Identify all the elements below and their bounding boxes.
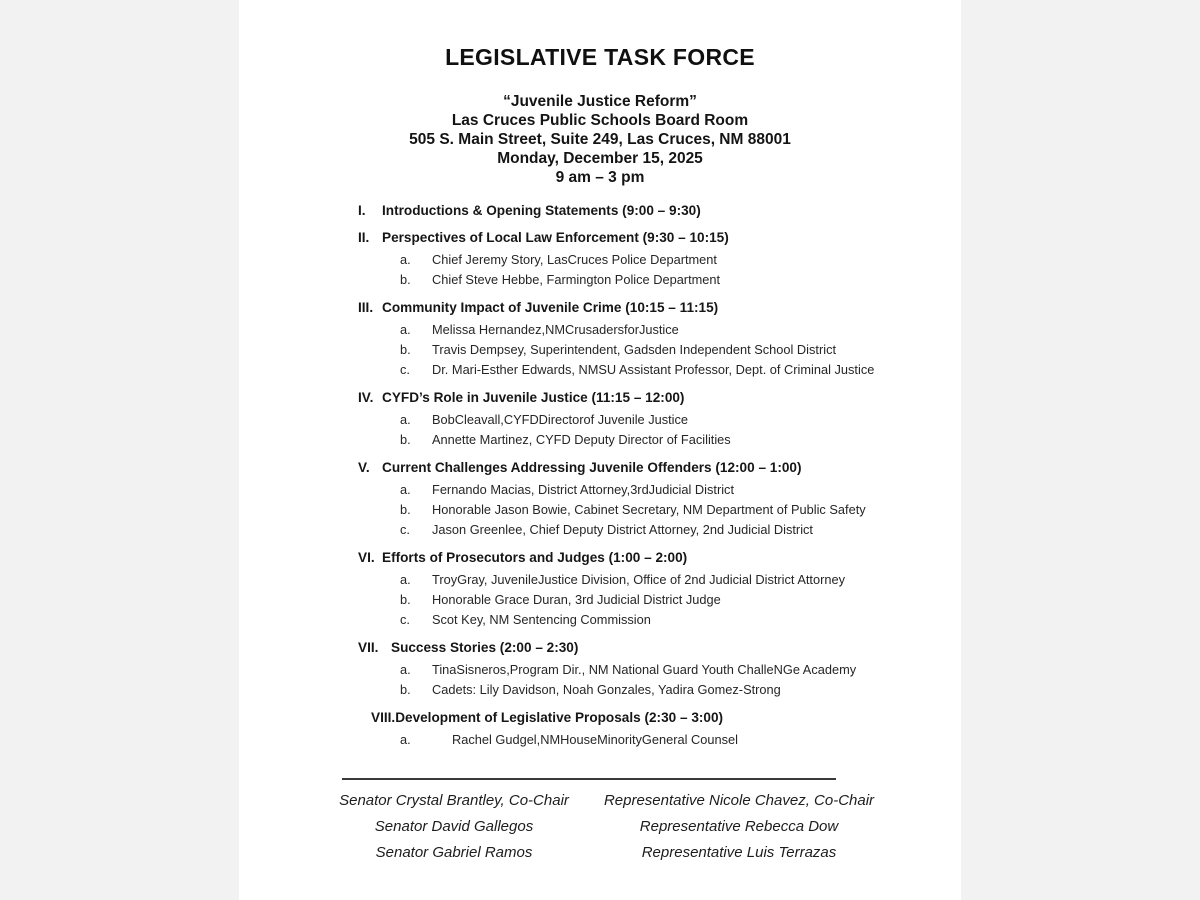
- section-title: Success Stories (2:00 – 2:30): [391, 640, 579, 655]
- chair-name: Representative Luis Terrazas: [641, 844, 837, 861]
- section-heading: [358, 389, 961, 407]
- representatives-column: [579, 788, 899, 866]
- agenda-section-1: [358, 202, 961, 220]
- agenda-list: [358, 202, 961, 750]
- section-title: Perspectives of Local Law Enforcement (9:30 – 10:15): [382, 230, 729, 245]
- item-letter: b.: [400, 432, 411, 447]
- senators-column: [329, 788, 579, 866]
- agenda-item: [400, 360, 961, 380]
- item-text: Honorable Grace Duran, 3rd Judicial District Judge: [432, 592, 721, 607]
- chair-name: Senator Gabriel Ramos: [375, 844, 533, 861]
- item-letter: b.: [400, 272, 411, 287]
- item-text: Chief Steve Hebbe, Farmington Police Department: [432, 272, 721, 287]
- agenda-item: [400, 500, 961, 520]
- item-text: TroyGray, JuvenileJustice Division, Office of 2nd Judicial District Attorney: [432, 572, 845, 587]
- section-numeral: VI.: [358, 550, 375, 565]
- agenda-section-5: [358, 459, 961, 540]
- item-letter: a.: [400, 482, 411, 497]
- agenda-item: [400, 660, 961, 680]
- item-letter: a.: [400, 572, 411, 587]
- subtitle-line: 505 S. Main Street, Suite 249, Las Cruces, NM 88001: [409, 131, 791, 148]
- chair-name: Senator Crystal Brantley, Co-Chair: [339, 792, 569, 809]
- agenda-section-3: [358, 299, 961, 380]
- document-subtitle: [239, 92, 961, 187]
- section-numeral: I.: [358, 203, 366, 218]
- section-title: Efforts of Prosecutors and Judges (1:00 – 2:00): [382, 550, 688, 565]
- chair-name: Representative Rebecca Dow: [639, 818, 839, 835]
- subtitle-line: Monday, December 15, 2025: [497, 150, 703, 167]
- agenda-item: [400, 590, 961, 610]
- section-heading: [358, 639, 961, 657]
- subtitle-line: Las Cruces Public Schools Board Room: [451, 112, 749, 129]
- item-text: Honorable Jason Bowie, Cabinet Secretary, NM Department of Public Safety: [432, 502, 866, 517]
- agenda-section-2: [358, 229, 961, 290]
- section-heading: [358, 229, 961, 247]
- signature-divider-line: [342, 778, 836, 780]
- item-letter: a.: [400, 252, 411, 267]
- agenda-item: [400, 430, 961, 450]
- item-letter: b.: [400, 502, 411, 517]
- item-text: Chief Jeremy Story, LasCruces Police Department: [432, 252, 717, 267]
- section-heading: [371, 709, 961, 727]
- item-letter: a.: [400, 412, 411, 427]
- section-heading: [358, 299, 961, 317]
- item-letter: a.: [400, 732, 411, 747]
- section-numeral: II.: [358, 230, 370, 245]
- item-letter: a.: [400, 662, 411, 677]
- agenda-item: [400, 340, 961, 360]
- chair-name: Senator David Gallegos: [374, 818, 534, 835]
- agenda-item: [400, 480, 961, 500]
- item-letter: c.: [400, 362, 410, 377]
- agenda-item: [400, 320, 961, 340]
- agenda-item: [400, 410, 961, 430]
- section-title: Introductions & Opening Statements (9:00 – 9:30): [382, 203, 701, 218]
- item-text: Annette Martinez, CYFD Deputy Director of Facilities: [432, 432, 731, 447]
- agenda-item: [400, 270, 961, 290]
- section-heading: [358, 549, 961, 567]
- item-text: Jason Greenlee, Chief Deputy District Attorney, 2nd Judicial District: [432, 522, 813, 537]
- item-letter: c.: [400, 522, 410, 537]
- agenda-section-7: [358, 639, 961, 700]
- item-text: Dr. Mari-Esther Edwards, NMSU Assistant Professor, Dept. of Criminal Justice: [432, 362, 875, 377]
- item-text: Cadets: Lily Davidson, Noah Gonzales, Yadira Gomez-Strong: [432, 682, 781, 697]
- agenda-section-4: [358, 389, 961, 450]
- document-page: [239, 0, 961, 900]
- agenda-item: [400, 520, 961, 540]
- chairs-footer: [329, 788, 961, 866]
- item-letter: b.: [400, 592, 411, 607]
- page-title: LEGISLATIVE TASK FORCE: [445, 44, 755, 70]
- section-numeral: V.: [358, 460, 370, 475]
- agenda-item: [400, 680, 961, 700]
- section-numeral: III.: [358, 300, 374, 315]
- agenda-section-8: [358, 709, 961, 750]
- item-letter: b.: [400, 342, 411, 357]
- section-numeral: VIII.: [371, 710, 396, 725]
- item-letter: b.: [400, 682, 411, 697]
- item-text: Melissa Hernandez,NMCrusadersforJustice: [432, 322, 679, 337]
- item-text: Scot Key, NM Sentencing Commission: [432, 612, 651, 627]
- item-text: Fernando Macias, District Attorney,3rdJudicial District: [432, 482, 735, 497]
- agenda-item: [400, 250, 961, 270]
- section-numeral: VII.: [358, 640, 379, 655]
- agenda-item: [400, 570, 961, 590]
- item-letter: c.: [400, 612, 410, 627]
- item-text: Travis Dempsey, Superintendent, Gadsden Independent School District: [432, 342, 837, 357]
- subtitle-line: 9 am – 3 pm: [555, 169, 645, 186]
- item-text: Rachel Gudgel,NMHouseMinorityGeneral Counsel: [452, 732, 738, 747]
- section-title: Current Challenges Addressing Juvenile Offenders (12:00 – 1:00): [382, 460, 802, 475]
- section-title: Development of Legislative Proposals (2:30 – 3:00): [395, 710, 724, 725]
- section-heading: [358, 459, 961, 477]
- section-heading: [358, 202, 961, 220]
- agenda-section-6: [358, 549, 961, 630]
- item-text: BobCleavall,CYFDDirectorof Juvenile Justice: [432, 412, 689, 427]
- chair-name: Representative Nicole Chavez, Co-Chair: [603, 792, 875, 809]
- item-text: TinaSisneros,Program Dir., NM National Guard Youth ChalleNGe Academy: [432, 662, 857, 677]
- item-letter: a.: [400, 322, 411, 337]
- agenda-item: [400, 730, 961, 750]
- subtitle-line: “Juvenile Justice Reform”: [503, 93, 697, 110]
- agenda-item: [400, 610, 961, 630]
- section-title: CYFD’s Role in Juvenile Justice (11:15 – 12:00): [382, 390, 685, 405]
- section-numeral: IV.: [358, 390, 374, 405]
- section-title: Community Impact of Juvenile Crime (10:15 – 11:15): [382, 300, 719, 315]
